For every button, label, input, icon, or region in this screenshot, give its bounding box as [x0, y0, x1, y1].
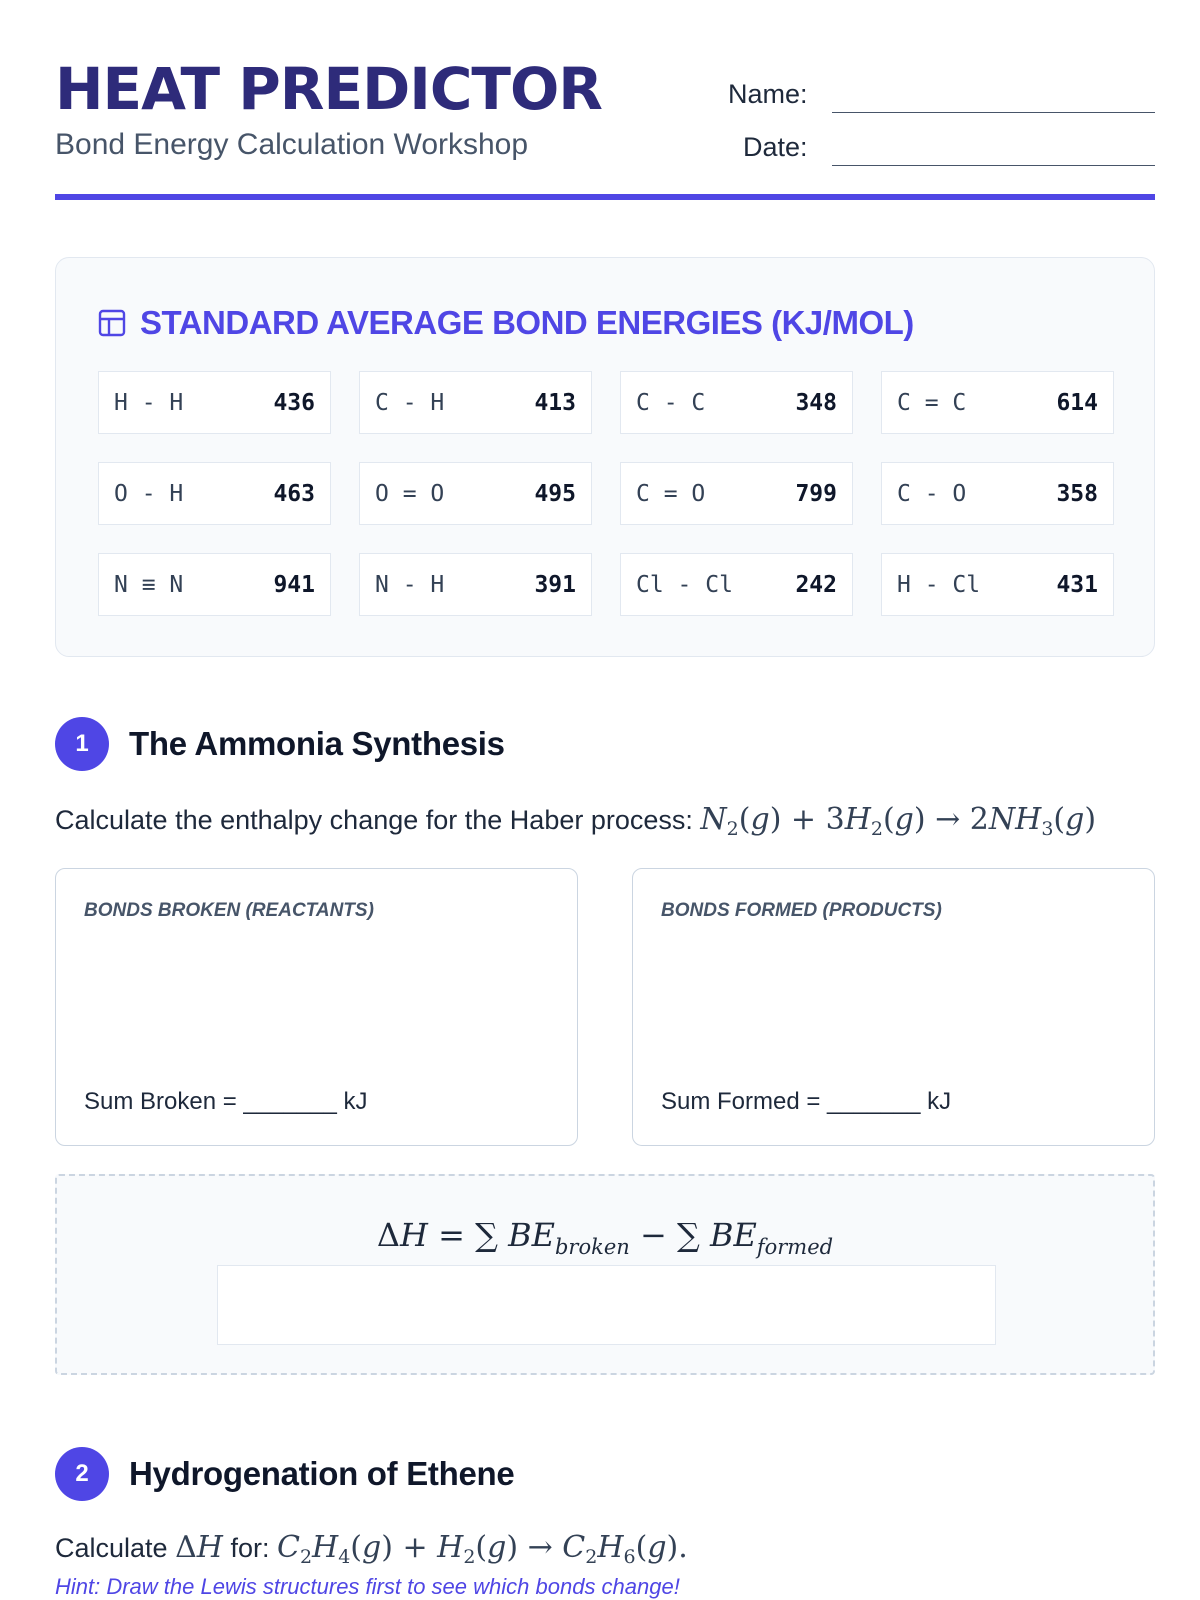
bonds-broken-label: BONDS BROKEN (REACTANTS): [84, 900, 374, 921]
bond-energy-value: 436: [273, 389, 315, 416]
bond-label: Cl - Cl: [636, 571, 733, 598]
bond-energy-cell: [620, 462, 853, 525]
bond-label: C - O: [897, 480, 967, 507]
problem-2-badge: 2: [55, 1447, 109, 1501]
bond-energy-value: 413: [534, 389, 576, 416]
problem-1-prompt-text: Calculate the enthalpy change for the Haber process:: [55, 805, 693, 835]
enthalpy-formula-box: [55, 1174, 1155, 1375]
bond-label: C - C: [636, 389, 706, 416]
table-icon: [98, 309, 126, 337]
problem-1-prompt: [55, 802, 1096, 840]
problem-2-title: Hydrogenation of Ethene: [129, 1455, 515, 1492]
problem-1-heading: [55, 717, 505, 771]
bond-energy-cell: [620, 371, 853, 434]
name-line[interactable]: [832, 112, 1155, 113]
name-field[interactable]: [728, 79, 1155, 113]
bond-energy-value: 358: [1056, 480, 1098, 507]
bond-energy-cell: [359, 553, 592, 616]
bond-energy-cell: [359, 371, 592, 434]
problem-1-badge: 1: [55, 717, 109, 771]
bond-energy-cell: [881, 462, 1114, 525]
bond-energy-cell: [620, 553, 853, 616]
date-field[interactable]: [743, 132, 1155, 166]
bond-energy-title: STANDARD AVERAGE BOND ENERGIES (KJ/MOL): [140, 304, 914, 341]
delta-h-symbol: ΔH: [175, 1530, 223, 1565]
bond-energy-heading: [98, 302, 914, 344]
bond-label: C = O: [636, 480, 706, 507]
problem-2-prompt: [55, 1530, 688, 1568]
header-rule: [55, 194, 1155, 200]
bond-energy-grid: [98, 371, 1114, 616]
problem-2-hint: Hint: Draw the Lewis structures first to see which bonds change!: [55, 1574, 680, 1599]
answer-box[interactable]: [217, 1265, 996, 1345]
bond-energy-value: 614: [1056, 389, 1098, 416]
date-line[interactable]: [832, 165, 1155, 166]
problem-2-heading: [55, 1447, 514, 1501]
bond-label: H - Cl: [897, 571, 981, 598]
bond-energy-panel: [55, 257, 1155, 657]
bond-energy-cell: [881, 553, 1114, 616]
sum-formed[interactable]: Sum Formed = _______ kJ: [661, 1088, 952, 1115]
enthalpy-formula: ΔH = ∑ $BE_{broken}$ − ∑ $BE_{formed}$: [376, 1216, 834, 1259]
bond-label: O = O: [375, 480, 445, 507]
bond-label: O - H: [114, 480, 184, 507]
bond-label: C - H: [375, 389, 445, 416]
bond-energy-cell: [881, 371, 1114, 434]
ethene-equation: $C_2H_4(g) + H_2(g) \to C_2H_6(g)$.: [276, 1530, 688, 1568]
bond-energy-value: 463: [273, 480, 315, 507]
bond-energy-value: 799: [795, 480, 837, 507]
bond-energy-cell: [359, 462, 592, 525]
bond-energy-cell: [98, 371, 331, 434]
bond-label: N ≡ N: [114, 571, 184, 598]
date-label: Date:: [743, 132, 808, 162]
problem-2-prompt-after: for:: [230, 1533, 270, 1563]
bond-energy-value: 348: [795, 389, 837, 416]
bond-label: N - H: [375, 571, 445, 598]
problem-1-title: The Ammonia Synthesis: [129, 725, 505, 762]
bond-energy-cell: [98, 553, 331, 616]
bond-label: H - H: [114, 389, 184, 416]
sum-broken[interactable]: Sum Broken = _______ kJ: [84, 1088, 368, 1115]
problem-2-prompt-before: Calculate: [55, 1533, 168, 1563]
bond-label: C = C: [897, 389, 967, 416]
bond-energy-value: 242: [795, 571, 837, 598]
bond-energy-value: 431: [1056, 571, 1098, 598]
worksheet-header: [55, 55, 1155, 203]
bond-energy-value: 941: [273, 571, 315, 598]
bonds-formed-box[interactable]: [632, 868, 1155, 1146]
bond-energy-cell: [98, 462, 331, 525]
bonds-broken-box[interactable]: [55, 868, 578, 1146]
page-title: HEAT PREDICTOR: [55, 55, 602, 123]
bond-energy-value: 495: [534, 480, 576, 507]
page-subtitle: Bond Energy Calculation Workshop: [55, 128, 529, 161]
bond-energy-value: 391: [534, 571, 576, 598]
name-label: Name:: [728, 79, 808, 109]
bonds-formed-label: BONDS FORMED (PRODUCTS): [661, 900, 942, 921]
haber-equation: $N_2(g) + 3H_2(g) \to 2NH_3(g)$: [700, 802, 1097, 840]
